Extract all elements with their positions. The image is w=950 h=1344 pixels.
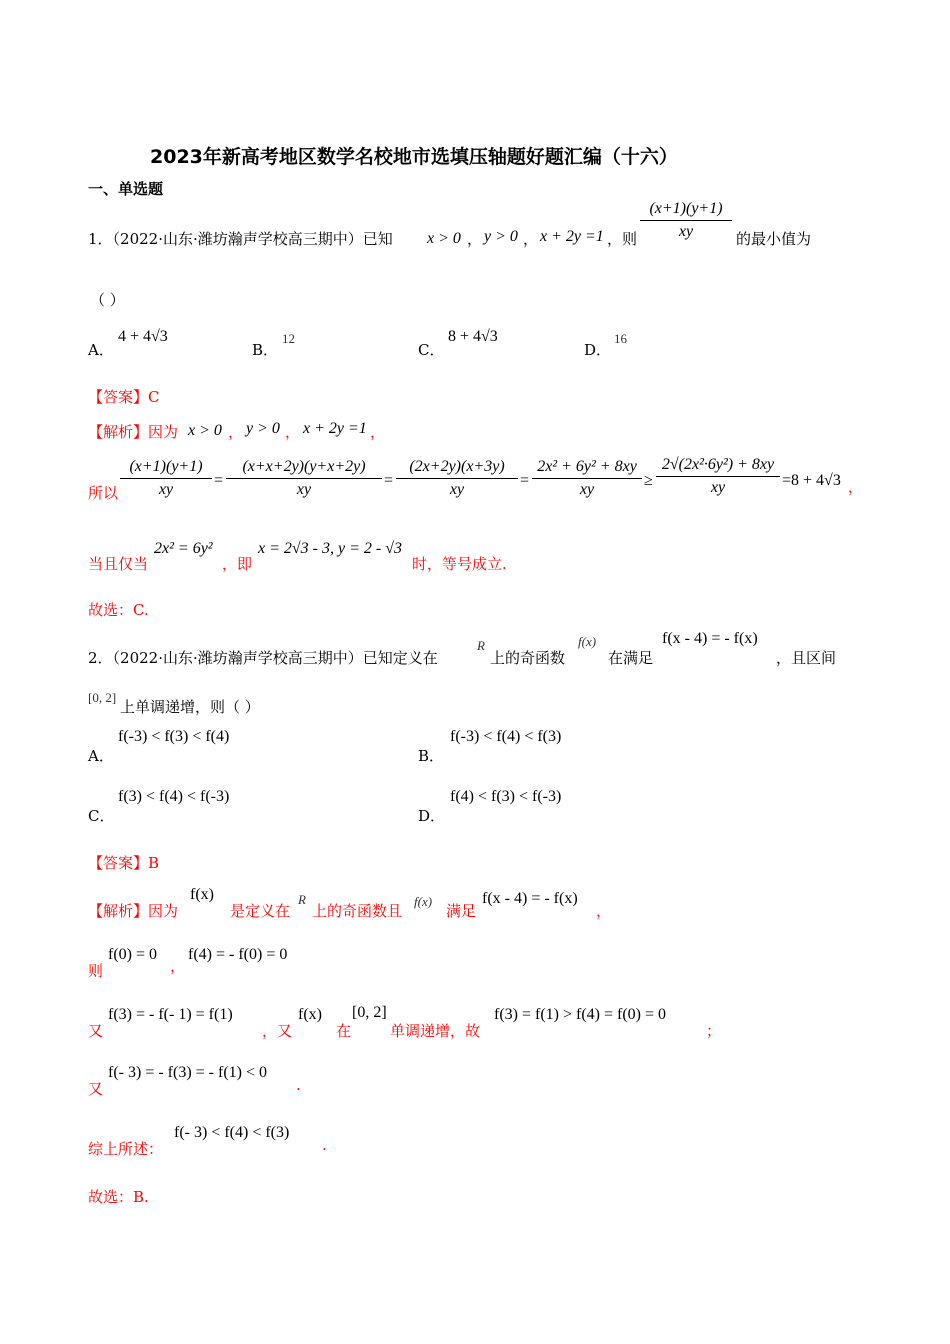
q1-sep1: ， (467, 230, 483, 248)
q1-suffix: 的最小值为 (736, 230, 812, 248)
section-title: 一、单选题 (88, 180, 164, 198)
frac-3-num: (2x+2y)(x+3y) (409, 458, 505, 475)
q2-fx: f(x) (578, 634, 597, 649)
page-title: 2023年新高考地区数学名校地市选填压轴题好题汇编（十六） (150, 146, 678, 168)
frac-5-num: 2√(2x²·6y²) + 8xy (661, 456, 775, 473)
q1-so: 所以 (88, 484, 119, 502)
q1-frac-num: (x+1)(y+1) (649, 200, 723, 217)
q2-s1-t2: 上的奇函数且 (312, 902, 403, 920)
frac-2-num: (x+x+2y)(y+x+2y) (242, 458, 366, 475)
equals-sign: = (520, 472, 530, 489)
q1-frac-2 (226, 458, 382, 499)
fraction-bar (226, 478, 382, 479)
q2-answer: 【答案】B (88, 854, 160, 872)
q2-s2-label: 则 (88, 962, 104, 980)
q2-s5-end: . (322, 1136, 327, 1154)
q1-sol-cond2: y > 0 (246, 420, 280, 437)
q1-option-b-value: 12 (282, 331, 295, 346)
q2-option-b-value: f(-3) < f(4) < f(3) (450, 728, 562, 745)
q1-frac-den: xy (678, 223, 694, 240)
q2-s3-end: ； (706, 1022, 722, 1040)
q1-result-comma: ， (848, 478, 864, 496)
fraction-bar (656, 476, 780, 477)
q1-sol-cond3: x + 2y =1 (303, 420, 367, 437)
q2-t3: ，且区间 (776, 649, 837, 667)
q1-ie-value: x = 2√3 - 3, y = 2 - √3 (258, 540, 403, 557)
q2-s1-t3: 满足 (446, 902, 477, 920)
q1-sol-end: ， (370, 423, 386, 441)
q1-sol-sep2: ， (285, 423, 301, 441)
q1-option-b-letter: B． (252, 341, 279, 359)
q2-option-c-value: f(3) < f(4) < f(-3) (118, 788, 230, 805)
q2-option-a-letter: A． (88, 747, 114, 765)
q2-interval: [0, 2] (88, 690, 117, 705)
q1-when: 当且仅当 (88, 555, 149, 573)
q1-frac-4 (532, 458, 642, 499)
q1-option-a-letter: A． (88, 341, 114, 359)
q2-s1-R: R (298, 892, 306, 907)
ge-sign: ≥ (644, 472, 653, 489)
q1-option-d-value: 16 (614, 331, 627, 346)
fraction-bar (120, 478, 212, 479)
q2-s2-b: f(4) = - f(0) = 0 (188, 946, 288, 963)
q2-s3-t2: 在 (336, 1022, 352, 1040)
frac-1-num: (x+1)(y+1) (129, 458, 203, 475)
q1-option-a-value: 4 + 4√3 (118, 328, 168, 345)
q2-s1-fx2: f(x) (414, 894, 433, 909)
q1-frac-3 (396, 458, 518, 499)
q2-s1-t1: 是定义在 (230, 902, 291, 920)
frac-4-den: xy (579, 481, 595, 498)
q2-s5-label: 综上所述： (88, 1140, 164, 1158)
frac-1-den: xy (158, 481, 174, 498)
q1-option-c-value: 8 + 4√3 (448, 328, 498, 345)
q1-mid: ，则 (607, 230, 638, 248)
q1-option-c-letter: C． (418, 341, 445, 359)
q2-t4: 上单调递增，则（ ） (120, 698, 260, 716)
q1-holds: 时，等号成立. (412, 555, 507, 573)
equals-sign: = (384, 472, 394, 489)
q1-answer: 【答案】C (88, 388, 160, 406)
q1-cond2: y > 0 (484, 228, 518, 245)
q2-s3-fx: f(x) (298, 1006, 322, 1023)
q2-choose: 故选：B. (88, 1188, 149, 1206)
q1-sep2: ， (523, 230, 539, 248)
q2-s5-a: f(- 3) < f(4) < f(3) (174, 1124, 290, 1141)
q2-s3-b: f(3) = f(1) > f(4) = f(0) = 0 (494, 1006, 667, 1023)
q1-sol-cond1: x > 0 (188, 422, 222, 439)
frac-5-den: xy (710, 479, 726, 496)
q2-s3-t3: 单调递增，故 (390, 1022, 481, 1040)
q2-option-d-value: f(4) < f(3) < f(-3) (450, 788, 562, 805)
q2-R: R (477, 638, 485, 653)
q1-solution-label: 【解析】因为 (88, 423, 179, 441)
q2-option-c-letter: C． (88, 807, 115, 825)
frac-3-den: xy (449, 481, 465, 498)
q2-s4-end: . (296, 1076, 301, 1094)
q1-choose: 故选：C. (88, 601, 149, 619)
q1-when-eq: 2x² = 6y² (154, 540, 213, 557)
q2-option-b-letter: B． (418, 747, 445, 765)
q1-ie: ，即 (222, 555, 253, 573)
q2-prefix: 2．（2022·山东·潍坊瀚声学校高三期中）已知定义在 (88, 649, 438, 667)
q2-t2: 在满足 (608, 649, 654, 667)
q1-fraction (640, 200, 732, 241)
q2-s1-end: ， (596, 902, 612, 920)
q2-s3-label: 又 (88, 1022, 104, 1040)
q1-prefix: 1．（2022·山东·潍坊瀚声学校高三期中）已知 (88, 230, 393, 248)
q2-s3-interval: [0, 2] (352, 1004, 387, 1021)
fraction-bar (396, 478, 518, 479)
q1-paren: （ ） (90, 291, 125, 309)
q2-s4-label: 又 (88, 1080, 104, 1098)
fraction-bar (532, 478, 642, 479)
q2-s3-a: f(3) = - f(- 1) = f(1) (108, 1006, 233, 1023)
q1-cond1: x > 0 (427, 230, 461, 247)
q2-option-d-letter: D． (418, 807, 446, 825)
q2-option-a-value: f(-3) < f(3) < f(4) (118, 728, 230, 745)
q1-option-d-letter: D． (584, 341, 612, 359)
q2-s2-a: f(0) = 0 (108, 946, 158, 963)
equals-sign: = (214, 472, 224, 489)
q1-result: =8 + 4√3 (782, 472, 841, 489)
q1-frac-1 (120, 458, 212, 499)
fraction-bar (640, 220, 732, 221)
q2-s3-t1: ，又 (262, 1022, 293, 1040)
q2-s1-label: 【解析】因为 (88, 902, 179, 920)
q1-cond3: x + 2y =1 (540, 228, 604, 245)
q1-sol-sep1: ， (228, 423, 244, 441)
q2-condition: f(x - 4) = - f(x) (662, 630, 758, 647)
q2-s4-a: f(- 3) = - f(3) = - f(1) < 0 (108, 1064, 268, 1081)
q2-s1-fx: f(x) (190, 886, 214, 903)
frac-2-den: xy (296, 481, 312, 498)
q2-s1-condition: f(x - 4) = - f(x) (482, 890, 578, 907)
q1-frac-5 (656, 456, 780, 497)
q2-t1: 上的奇函数 (490, 649, 566, 667)
q2-s2-sep: ， (170, 957, 186, 975)
frac-4-num: 2x² + 6y² + 8xy (537, 458, 637, 475)
